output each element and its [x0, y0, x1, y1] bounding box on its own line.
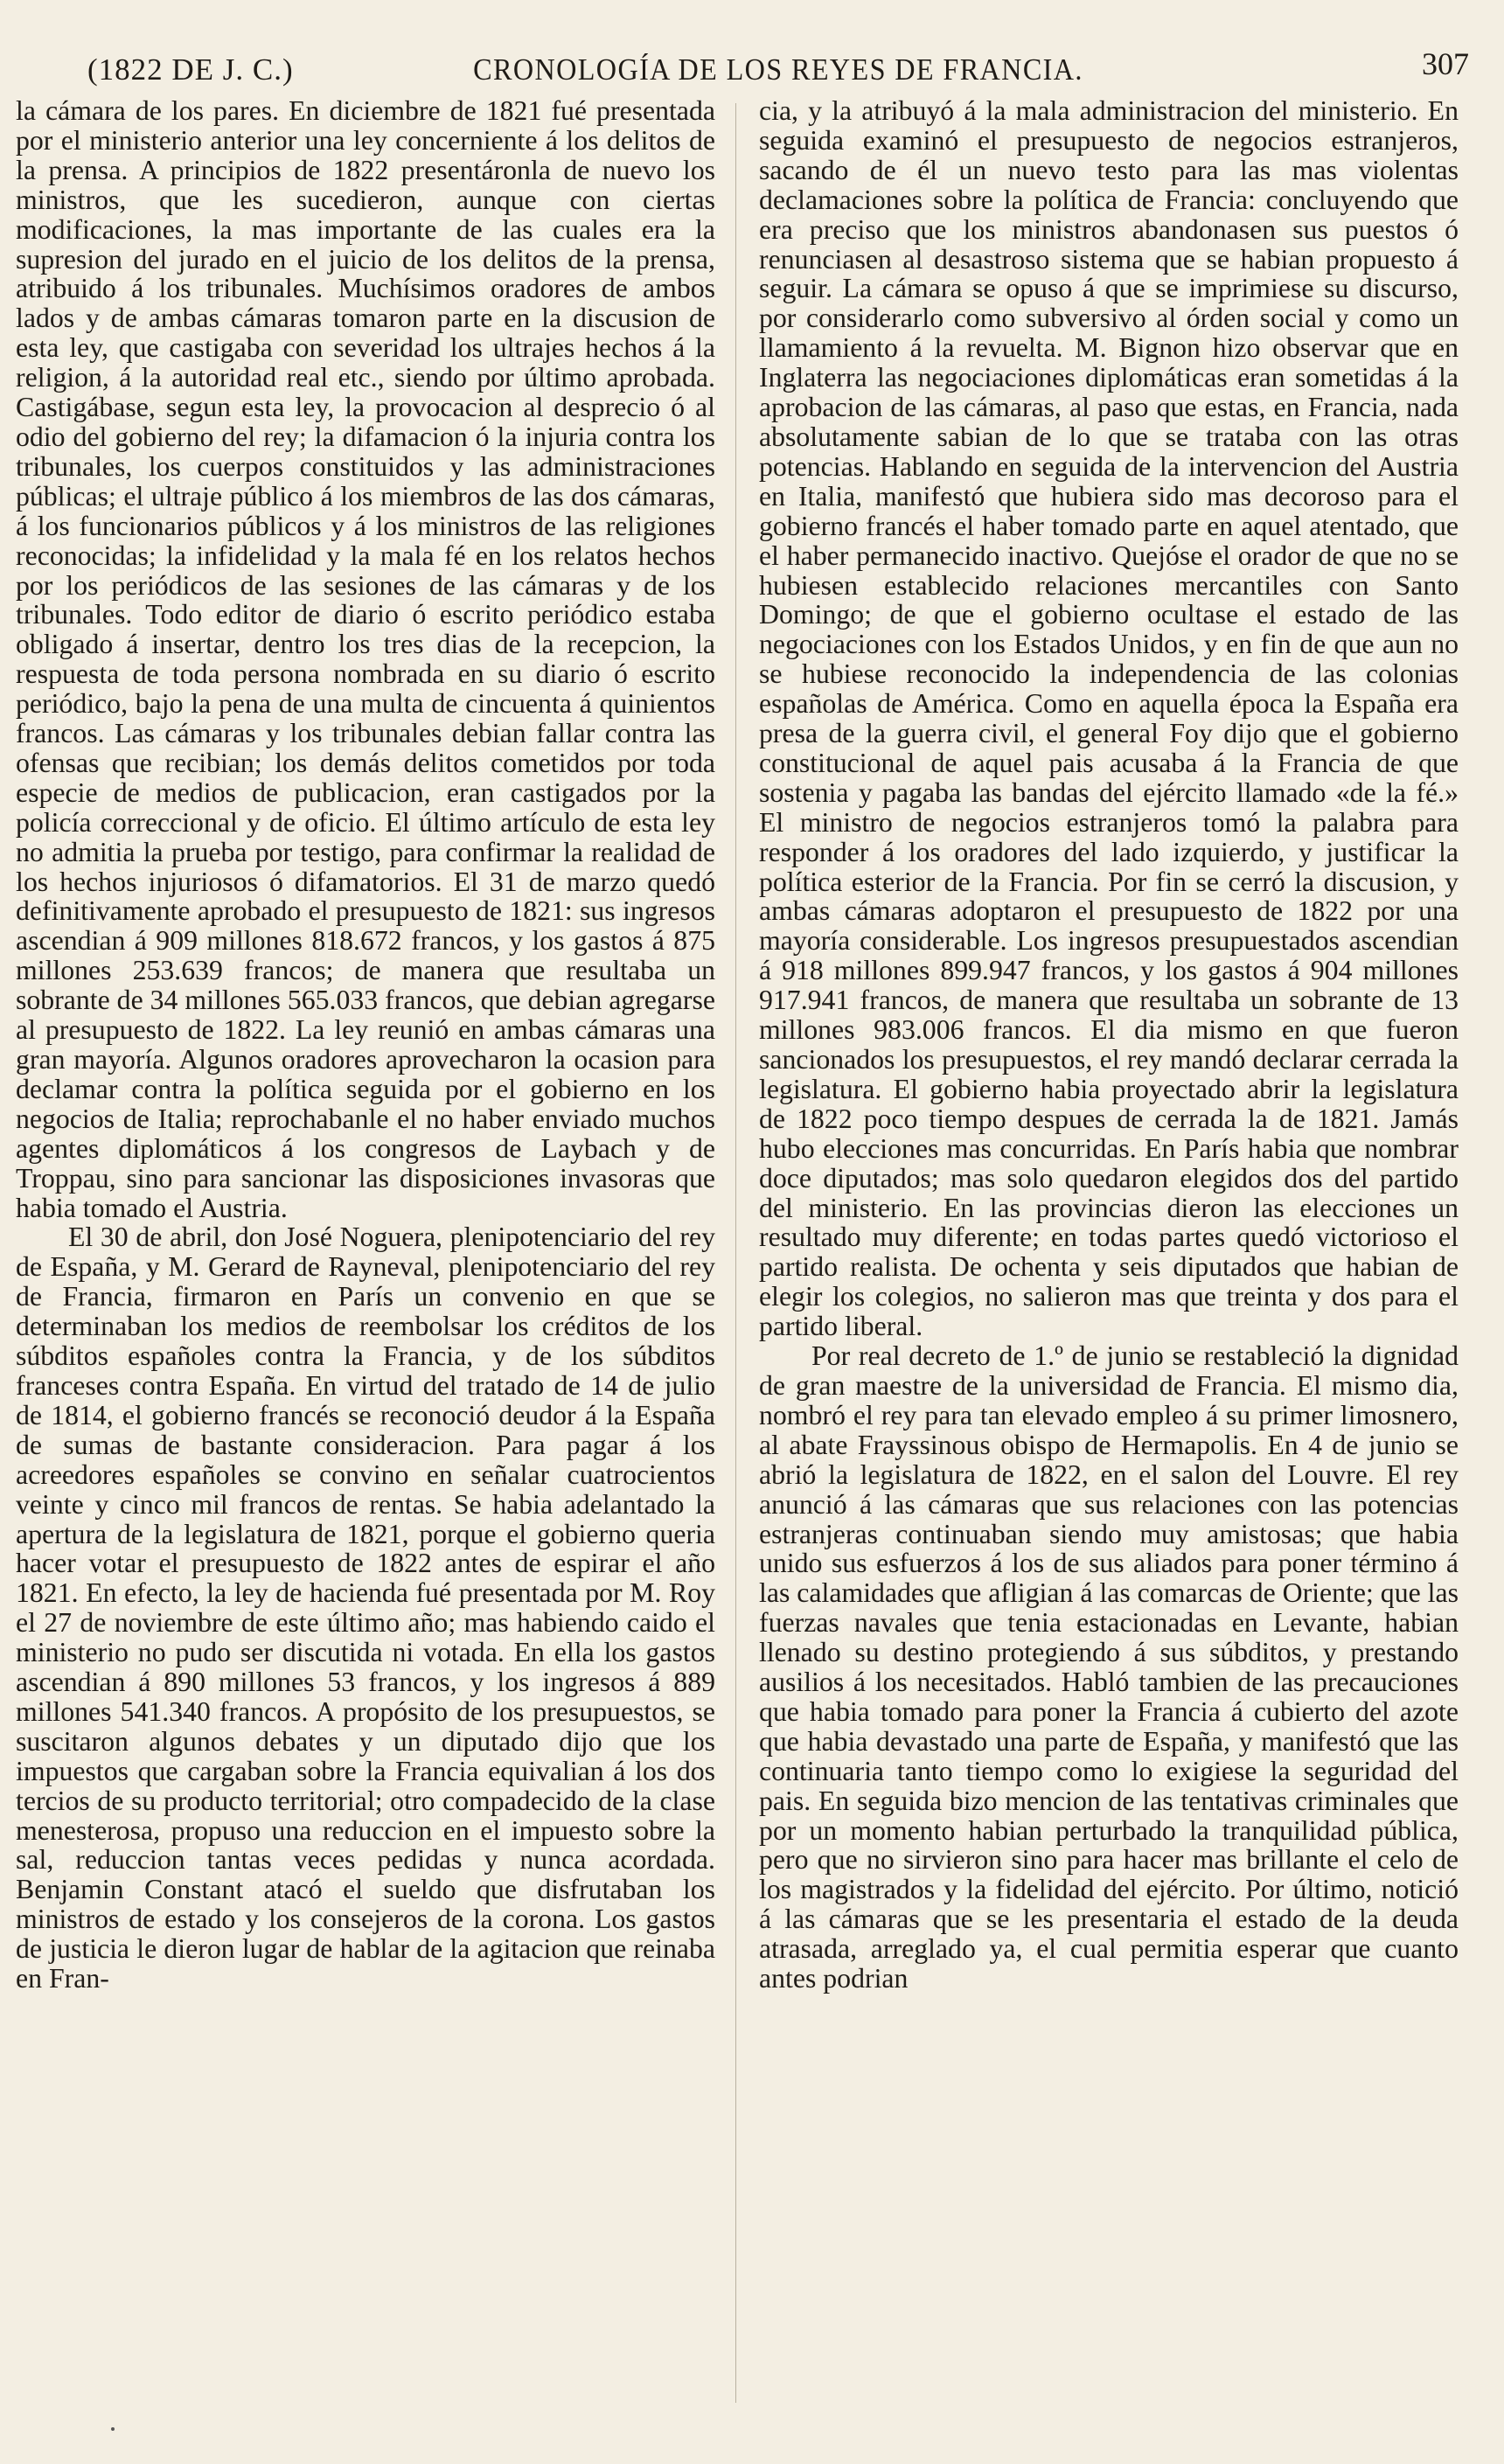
paragraph: El 30 de abril, don José Noguera, plenipotenciario del rey de España, y M. Gerard de Rayneval, plenipotenciario del rey de Francia, firmaron en París un convenio en que se determinaban los medios de reembolsar los créditos de los súbditos españoles contra la Francia, y de los súbditos franceses contra España. En virtud del tratado de 14 de julio de 1814, el gobierno francés se reconoció deudor á la España de sumas de bastante consideracion. Para pagar á los acreedores españoles se convino en señalar cuatrocientos veinte y cinco mil francos de rentas. Se habia adelantado la apertura de la legislatura de 1821, porque el gobierno queria hacer votar el presupuesto de 1822 antes de espirar el año 1821. En efecto, la ley de hacienda fué presentada por M. Roy el 27 de noviembre de este último año; mas habiendo caido el ministerio no pudo ser discutida ni votada. En ella los gastos ascendian á 890 millones 53 francos, y los ingresos á 889 millones 541.340 francos. A propósito de los presupuestos, se suscitaron algunos debates y un diputado dijo que los impuestos que cargaban sobre la Francia equivalian á los dos tercios de su producto territorial; otro compadecido de la clase menesterosa, propuso una reduccion en el impuesto sobre la sal, reduccion tantas veces pedidas y nunca acordada. Benjamin Constant atacó el sueldo que disfrutaban los ministros de estado y los consejeros de la corona. Los gastos de justicia le dieron lugar de hablar de la agitacion que reinaba en Fran- — [16, 1222, 715, 1994]
header-date: (1822 DE J. C.) — [87, 52, 294, 87]
page-header — [87, 44, 1469, 93]
ink-speck — [111, 2427, 115, 2431]
paragraph: la cámara de los pares. En diciembre de 1821 fué presentada por el ministerio anterior una ley concerniente á los delitos de la prensa. A principios de 1822 presentáronla de nuevo los ministros, que les sucedieron, aunque con ciertas modificaciones, la mas importante de las cuales era la supresion del jurado en el juicio de los delitos de la prensa, atribuido á los tribunales. Muchísimos oradores de ambos lados y de ambas cámaras tomaron parte en la discusion de esta ley, que castigaba con severidad los ultrajes hechos á la religion, á la autoridad real etc., siendo por último aprobada. Castigábase, segun esta ley, la provocacion al desprecio ó al odio del gobierno del rey; la difamacion ó la injuria contra los tribunales, los cuerpos constituidos y las administraciones públicas; el ultraje público á los miembros de las dos cámaras, á los funcionarios públicos y á los ministros de las religiones reconocidas; la infidelidad y la mala fé en los relatos hechos por los periódicos de las sesiones de las cámaras y de los tribunales. Todo editor de diario ó escrito periódico estaba obligado á insertar, dentro los tres dias de la recepcion, la respuesta de toda persona nombrada en su diario ó escrito periódico, bajo la pena de una multa de cincuenta á quinientos francos. Las cámaras y los tribunales debian fallar contra las ofensas que recibian; los demás delitos cometidos por toda especie de medios de publicacion, eran castigados por la policía correccional y de oficio. El último artículo de esta ley no admitia la prueba por testigo, para confirmar la realidad de los hechos injuriosos ó difamatorios. El 31 de marzo quedó definitivamente aprobado el presupuesto de 1821: sus ingresos ascendian á 909 millones 818.672 francos, y los gastos á 875 millones 253.639 francos; de manera que resultaba un sobrante de 34 millones 565.033 francos, que debian agregarse al presupuesto de 1822. La ley reunió en ambas cámaras una gran mayoría. Algunos oradores aprovecharon la ocasion para declamar contra la política seguida por el gobierno en los negocios de Italia; reprochabanle el no haber enviado muchos agentes diplomáticos á los congresos de Laybach y de Troppau, sino para sancionar las disposiciones invasoras que habia tomado el Austria. — [16, 95, 715, 1223]
page-title: CRONOLOGÍA DE LOS REYES DE FRANCIA. — [473, 52, 1083, 87]
right-column — [759, 96, 1459, 1994]
column-divider — [735, 103, 736, 2403]
paragraph: cia, y la atribuyó á la mala administracion del ministerio. En seguida examinó el presupuesto de negocios estranjeros, sacando de él un nuevo testo para las mas violentas declamaciones sobre la política de Francia: concluyendo que era preciso que los ministros abandonasen sus puestos ó renunciasen al desastroso sistema que se habian propuesto á seguir. La cámara se opuso á que se imprimiese su discurso, por considerarlo como subversivo al órden social y como un llamamiento á la revuelta. M. Bignon hizo observar que en Inglaterra las negociaciones diplomáticas eran sometidas á la aprobacion de las cámaras, al paso que estas, en Francia, nada absolutamente sabian de lo que se trataba con las otras potencias. Hablando en seguida de la intervencion del Austria en Italia, manifestó que hubiera sido mas decoroso para el gobierno francés el haber tomado parte en aquel atentado, que el haber permanecido inactivo. Quejóse el orador de que no se hubiesen establecido relaciones mercantiles con Santo Domingo; de que el gobierno ocultase el estado de las negociaciones con los Estados Unidos, y en fin de que aun no se hubiese reconocido la independencia de las colonias españolas de América. Como en aquella época la España era presa de la guerra civil, el general Foy dijo que el gobierno constitucional de aquel pais acusaba á la Francia de que sostenia y pagaba las bandas del ejército llamado «de la fé.» El ministro de negocios estranjeros tomó la palabra para responder á los oradores del lado izquierdo, y justificar la política esterior de la Francia. Por fin se cerró la discusion, y ambas cámaras adoptaron el presupuesto de 1822 por una mayoría considerable. Los ingresos presupuestados ascendian á 918 millones 899.947 francos, y los gastos á 904 millones 917.941 francos, de manera que resultaba un sobrante de 13 millones 983.006 francos. El dia mismo en que fueron sancionados los presupuestos, el rey mandó declarar cerrada la legislatura. El gobierno habia proyectado abrir la legislatura de 1822 poco tiempo despues de cerrada la de 1821. Jamás hubo elecciones mas concurridas. En París habia que nombrar doce diputados; mas solo quedaron elegidos dos del partido del ministerio. En las provincias dieron las elecciones un resultado muy diferente; en todas partes quedó victorioso el partido realista. De ochenta y seis diputados que habian de elegir los colegios, no salieron mas que treinta y dos para el partido liberal. — [759, 95, 1459, 1342]
left-column — [16, 96, 715, 1994]
page-number: 307 — [1422, 46, 1469, 81]
paragraph: Por real decreto de 1.º de junio se restableció la dignidad de gran maestre de la universidad de Francia. El mismo dia, nombró el rey para tan elevado empleo á su primer limosnero, al abate Frayssinous obispo de Hermapolis. En 4 de junio se abrió la legislatura de 1822, en el salon del Louvre. El rey anunció á las cámaras que sus relaciones con las potencias estranjeras continuaban siendo muy amistosas; que habia unido sus esfuerzos á los de sus aliados para poner término á las calamidades que afligian á las comarcas de Oriente; que las fuerzas navales que tenia estacionadas en Levante, habian llenado su destino protegiendo á sus súbditos, y prestando ausilios á los necesitados. Habló tambien de las precauciones que habia tomado para poner la Francia á cubierto del azote que habia devastado una parte de España, y manifestó que las continuaria tanto tiempo como lo exigiese la seguridad del pais. En seguida bizo mencion de las tentativas criminales que por un momento habian perturbado la tranquilidad pública, pero que no sirvieron sino para hacer mas brillante el celo de los magistrados y la fidelidad del ejército. Por último, notició á las cámaras que se les presentaria el estado de la deuda atrasada, arreglado ya, el cual permitia esperar que cuanto antes podrian — [759, 1340, 1459, 1994]
